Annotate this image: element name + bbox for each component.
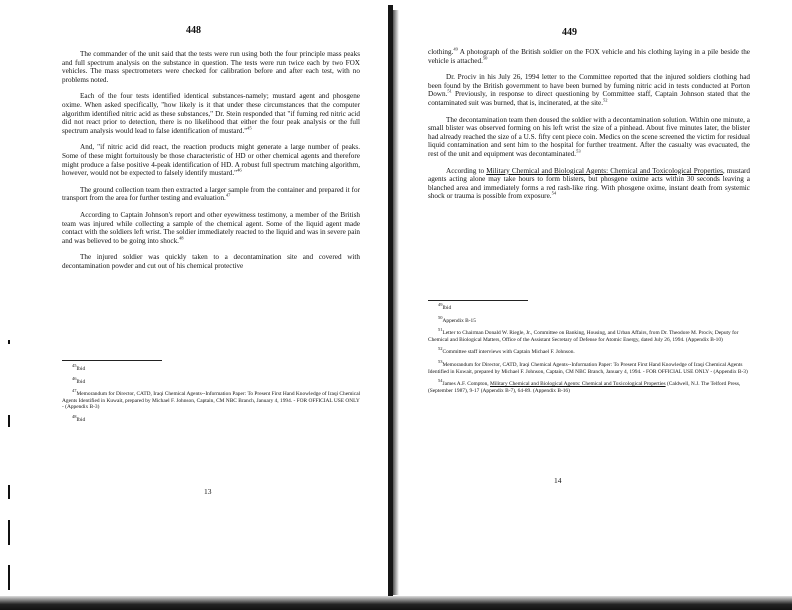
footnote-number: 51 [438,327,443,333]
footnote-text: Memorandum for Director, CATD, Iraqi Chemical Agents--Information Paper: To Present First Hand Knowledge of Iraqi Chemical Agents Identified in Kuwait, prepared by Michael F. Johnson, Captain, CM NBC Branch, January 4, 1994. - FOR OFFICIAL USE ONLY - (Appendix B-3) [62,391,361,411]
paragraph-text: Previously, in response to direct questioning by Committee staff, Captain Johnson stated that the contaminated suit was burned, that is, incinerated, at the site. [428,90,750,107]
footnote [62,414,362,424]
footnote [428,302,750,312]
footnote [428,346,750,356]
right-page-body [428,48,750,209]
footnote-number: 50 [438,314,443,320]
scan-mark [8,340,10,344]
paragraph [62,186,360,203]
scan-bottom-edge [0,596,792,610]
footnote-number: 54 [438,378,443,384]
paragraph-text: According to [446,166,487,175]
paragraph-text: Dr. Prociv in his July 26, 1994 letter to the Committee reported that the injured soldiers clothing had been found by the British government to have been burned by fuming nitric acid in tests conducted at Porton Down. [428,73,750,99]
footnote-ref: 53 [576,148,581,154]
footnote [428,314,750,325]
footnote-text: Ibid [442,305,452,311]
footnote [428,359,750,375]
footnote-text: Committee staff interviews with Captain Michael F. Johnson. [442,349,575,356]
footnote-text: (Caldwell, N.J. The Telford Press, (September 1987), 9-17 (Appendix B-7), 64-89. (Appendix B-16) [428,381,741,394]
paragraph-text: A photograph of the British soldier on the FOX vehicle and his clothing laying in a pile beside the vehicle is attached. [428,48,750,65]
footnote-number: 46 [72,375,77,381]
bottom-page-number-left: 13 [204,487,212,496]
footnote-ref: 47 [225,192,231,198]
scan-mark [8,565,10,590]
page-number-right: 449 [562,27,577,38]
left-page [0,0,388,610]
right-page [404,0,792,610]
underlined-title: Military Chemical and Biological Agents: Chemical and Toxicological Properties [486,166,723,175]
footnote-divider-right [428,300,528,301]
underlined-title: Military Chemical and Biological Agents: Chemical and Toxicological Properties [490,381,666,388]
footnote-ref: 48 [178,235,184,241]
footnote-ref: 49 [453,46,458,52]
paragraph [428,116,750,159]
footnote-number: 47 [72,388,77,394]
footnote-number: 45 [72,363,77,369]
bottom-page-number-right: 14 [554,476,562,485]
footnote-text: Memorandum for Director, CATD, Iraqi Chemical Agents--Information Paper: To Present First Hand Knowledge of Iraqi Chemical Agents Identified in Kuwait, prepared by Michael F. Johnson, Captain, CM NBC Branch, January 4, 1994. - FOR OFFICIAL USE ONLY - (Appendix B-3) [428,361,748,375]
footnote-text: Ibid [76,378,86,385]
footnote-number: 53 [438,359,443,365]
spine-shadow [393,10,399,595]
scan-mark [8,415,10,427]
footnote-text: Ibid [76,366,86,372]
footnote [62,363,362,373]
paragraph [62,211,360,245]
footnote [428,378,750,394]
footnote-number: 48 [72,414,77,420]
left-footnotes [62,363,362,430]
paragraph-text: clothing. [428,48,454,56]
footnote-ref: 45 [247,125,252,131]
paragraph-text: And, "if nitric acid did react, the reaction products might generate a large number of peaks. Some of these might fortuitously be those characteristic of HD or other chemical agents and therefore might produce a false positive 4-peak identification of HD. A robust full spectrum matching algorithm, however, would not be expected to falsely identify mustard." [62,143,360,178]
footnote-ref: 54 [551,190,557,196]
paragraph [428,167,750,201]
paragraph [428,73,750,107]
footnote-ref: 50 [482,55,488,61]
footnote-ref: 51 [447,88,452,94]
right-footnotes [428,302,750,400]
scan-mark [8,485,10,499]
paragraph [62,143,360,177]
paragraph-text: The ground collection team then extracted a larger sample from the container and prepared it for transport from the area for further testing and evaluation. [62,185,360,203]
footnote-divider-left [62,360,162,361]
paragraph [62,92,360,135]
paragraph [62,253,360,270]
footnote-text: Appendix B-15 [442,317,476,324]
footnote-text: Letter to Chairman Donald W. Riegle, Jr., Committee on Banking, Housing, and Urban Affairs, from Dr. Theodore M. Prociv, Deputy for Chemical and Biological Matters, Office of the Assistant Secretary of Defense for Atomic Energy, dated July 26, 1994. (Appendix B-10) [428,330,739,343]
paragraph-text: The injured soldier was quickly taken to a decontamination site and covered with decontamination powder and cut out of his chemical protective [62,253,360,270]
footnote-number: 52 [438,346,443,352]
paragraph-text: The commander of the unit said that the tests were run using both the four principle mass peaks and full spectrum analysis on the substance in question. The tests were run twice each by two FOX vehicles. The mass spectrometers were checked for calibration before and after each test, with no problems noted. [62,50,360,84]
page-number-left: 448 [186,25,201,36]
footnote [62,388,362,411]
footnote-text: James A.F. Compton, [442,381,490,388]
footnote-number: 49 [438,302,443,308]
footnote-text: Ibid [76,416,86,423]
paragraph [62,50,360,84]
paragraph [428,48,750,65]
paragraph-text: , mustard agents acting alone may take hours to form blisters, but phosgene oxime acts within 30 seconds leaving a blanched area and immediately forms a red rash-like ring. With phosgene oxime, instant death from systemic shock or trauma is possible from exposure. [428,166,750,201]
scan-mark [8,520,10,545]
paragraph-text: Each of the four tests identified identical substances-namely; mustard agent and phosgene oxime. When asked specifically, "how likely is it that under these circumstances that the computer algorithm identified nitric acid as these substances," Dr. Stein responded that "if fuming red nitric acid did not react prior to detection, there is no likelihood that either the four peak analysis or the full spectrum analysis would lead to false identification of mustard." [62,92,360,135]
footnote [62,375,362,386]
footnote-ref: 52 [603,97,608,103]
paragraph-text: The decontamination team then doused the soldier with a decontamination solution. Within one minute, a small blister was observed forming on his left wrist the size of a pinhead. About five minutes later, the blister had already reached the size of a U.S. fifty cent piece coin. Medics on the scene screened the victim for residual liquid contamination and sent him to the hospital for further treatment. After the casualty was evacuated, the rest of the unit and equipment was decontaminated. [428,115,750,158]
paragraph-text: According to Captain Johnson's report and other eyewitness testimony, a member of the British team was injured while collecting a sample of the chemical agent. Some of the liquid agent made contact with the soldiers left wrist. The soldier immediately reacted to the liquid and was in severe pain and was believed to be going into shock. [62,210,360,245]
footnote [428,327,750,343]
left-page-body [62,50,360,278]
footnote-ref: 46 [237,167,242,173]
